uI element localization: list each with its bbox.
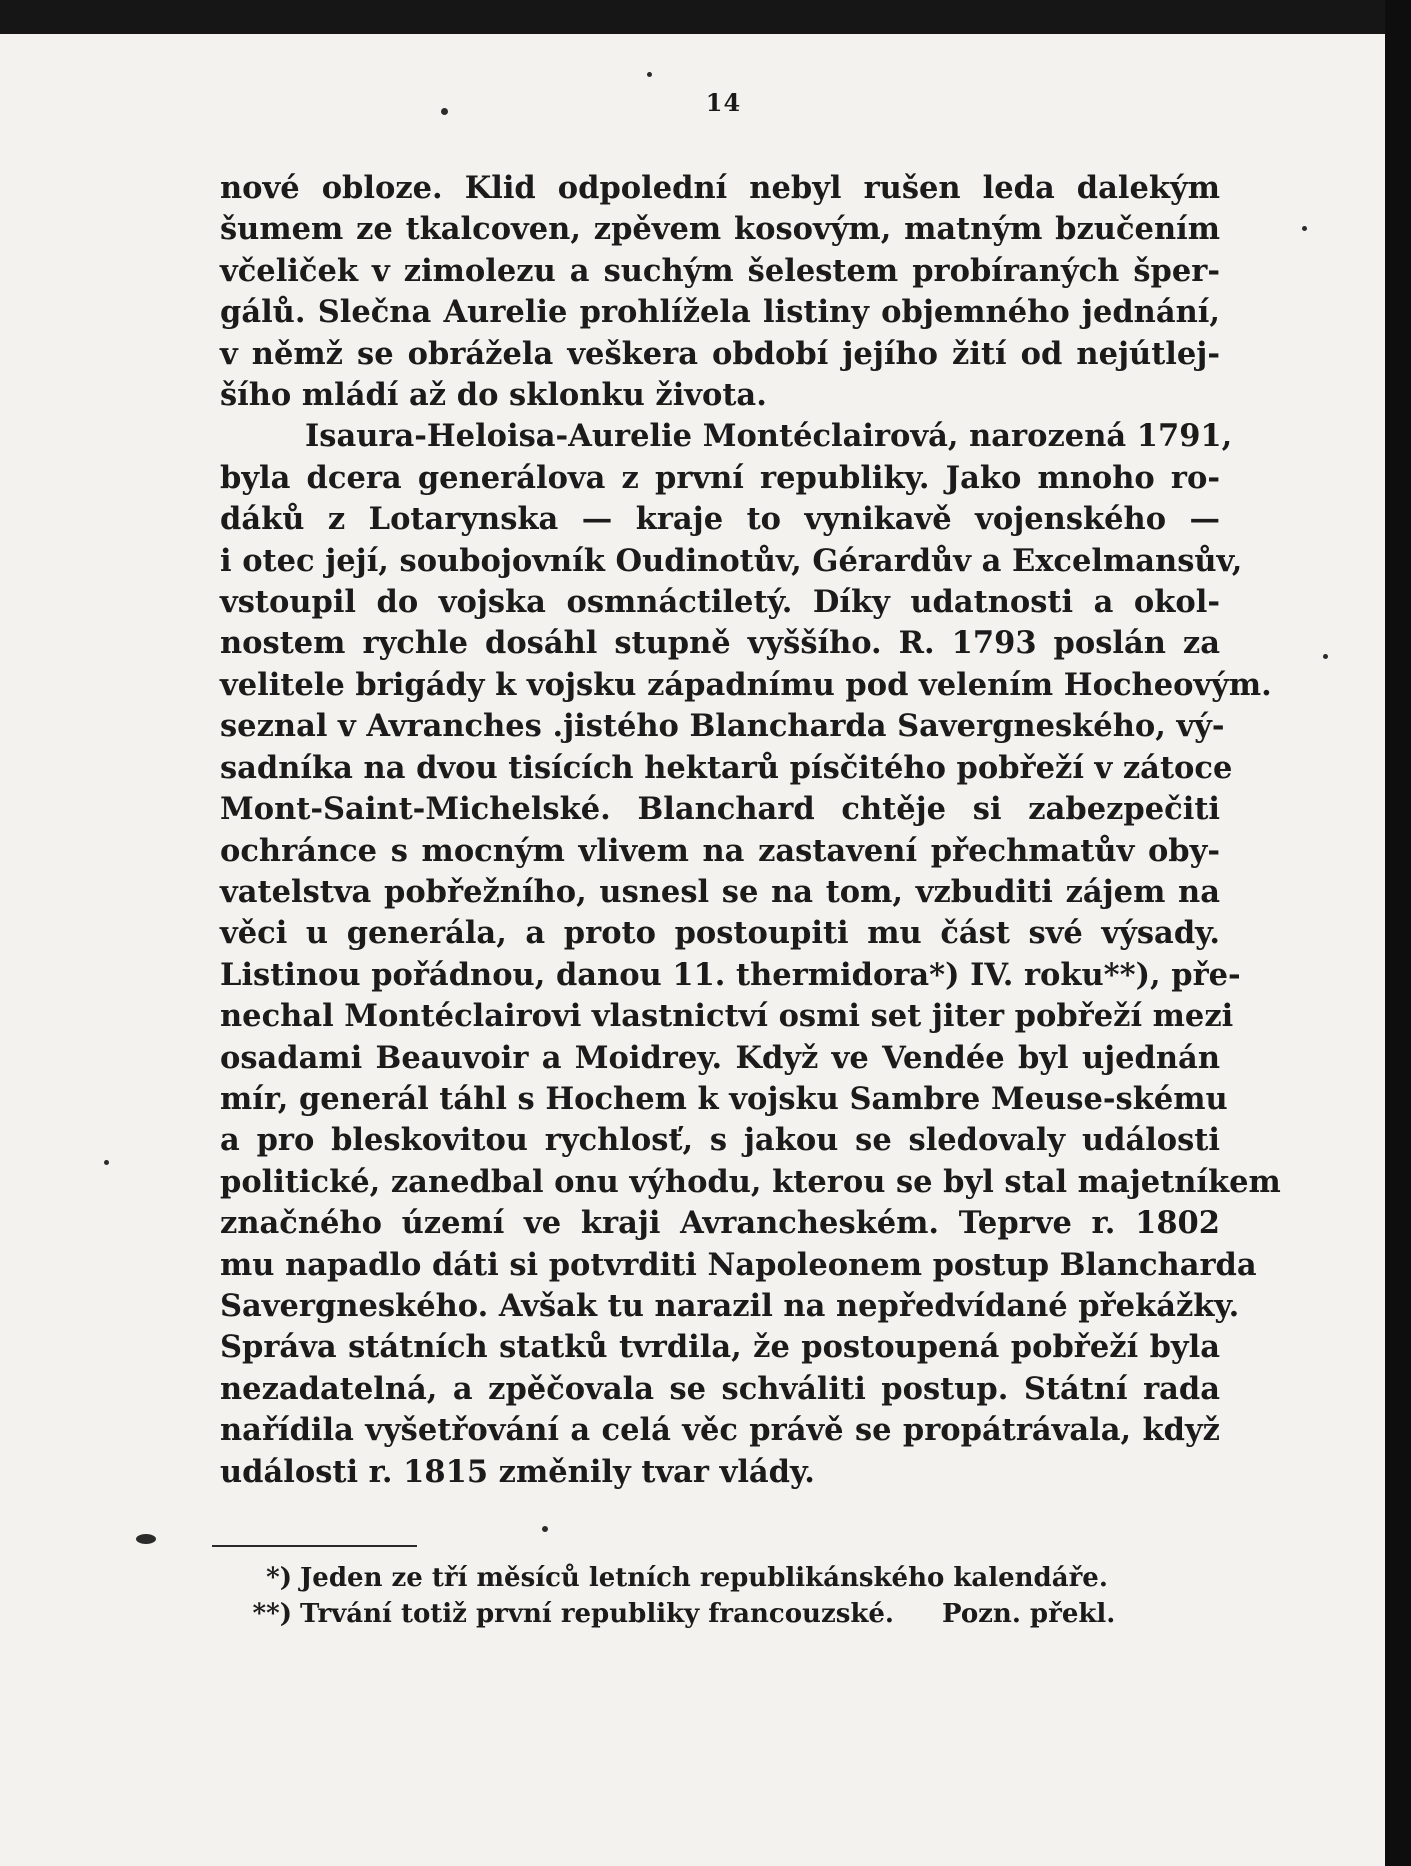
scan-speck: [136, 1534, 156, 1544]
text-line: v němž se obrážela veškera období jejího žití od nejútlej-: [220, 335, 1220, 372]
scan-speck: [1302, 226, 1307, 231]
text-line: značného území ve kraji Avrancheském. Teprve r. 1802: [220, 1205, 1220, 1242]
text-line: dáků z Lotarynska — kraje to vynikavě vojenského —: [220, 501, 1220, 538]
text-line: seznal v Avranches .jistého Blancharda Savergneského, vý-: [220, 708, 1225, 745]
text-line: a pro bleskovitou rychlosť, s jakou se sledovaly události: [220, 1122, 1220, 1159]
footnote-rule: [212, 1545, 417, 1547]
footnote-mark: *): [266, 1563, 292, 1593]
paragraph-1: [220, 168, 1220, 416]
text-line: nařídila vyšetřování a celá věc právě se propátrávala, když: [220, 1412, 1220, 1449]
text-line: i otec její, soubojovník Oudinotův, Gérardův a Excelmansův,: [220, 542, 1243, 579]
text-line: ochránce s mocným vlivem na zastavení přechmatův oby-: [220, 832, 1220, 869]
scan-top-edge: [0, 0, 1411, 34]
text-line: události r. 1815 změnily tvar vlády.: [220, 1453, 815, 1490]
text-line: šumem ze tkalcoven, zpěvem kosovým, matným bzučením: [220, 211, 1220, 248]
text-line: vatelstva pobřežního, usnesl se na tom, vzbuditi zájem na: [220, 873, 1220, 910]
scan-speck: [647, 72, 652, 77]
paragraph-2: [220, 416, 1281, 1493]
footnotes: [240, 1560, 1180, 1632]
text-line: nostem rychle dosáhl stupně vyššího. R. 1793 poslán za: [220, 625, 1220, 662]
text-line: gálů. Slečna Aurelie prohlížela listiny objemného jednání,: [220, 294, 1220, 331]
text-line: Mont-Saint-Michelské. Blanchard chtěje si zabezpečiti: [220, 791, 1220, 828]
text-line: nové obloze. Klid odpolední nebyl rušen leda dalekým: [220, 170, 1220, 206]
page-number: 14: [705, 88, 742, 117]
text-line: sadníka na dvou tisících hektarů písčitého pobřeží v zátoce: [220, 749, 1233, 786]
text-line: šího mládí až do sklonku života.: [220, 377, 767, 414]
footnote-text: Trvání totiž první republiky francouzské.: [300, 1599, 894, 1629]
scan-speck: [542, 1526, 548, 1532]
text-line: politické, zanedbal onu výhodu, kterou se byl stal majetníkem: [220, 1163, 1281, 1200]
text-line: nezadatelná, a zpěčovala se schváliti postup. Státní rada: [220, 1370, 1220, 1407]
text-line: vstoupil do vojska osmnáctiletý. Díky udatnosti a okol-: [220, 584, 1220, 621]
text-line: včeliček v zimolezu a suchým šelestem probíraných šper-: [220, 252, 1220, 289]
body-text: [220, 168, 1281, 1493]
text-line: věci u generála, a proto postoupiti mu část své výsady.: [220, 915, 1220, 952]
text-line: nechal Montéclairovi vlastnictví osmi set jiter pobřeží mezi: [220, 998, 1234, 1035]
text-line: osadami Beauvoir a Moidrey. Když ve Vendée byl ujednán: [220, 1039, 1220, 1076]
text-line: Listinou pořádnou, danou 11. thermidora*) IV. roku**), pře-: [220, 956, 1241, 993]
text-line: mu napadlo dáti si potvrditi Napoleonem postup Blancharda: [220, 1246, 1257, 1283]
text-line: Savergneského. Avšak tu narazil na nepředvídané překážky.: [220, 1287, 1240, 1324]
text-line: Správa státních statků tvrdila, že postoupená pobřeží byla: [220, 1329, 1220, 1366]
footnote-mark: **): [252, 1599, 292, 1629]
footnote-2: [240, 1596, 1180, 1632]
text-line: byla dcera generálova z první republiky. Jako mnoho ro-: [220, 459, 1220, 496]
text-line: velitele brigády k vojsku západnímu pod velením Hocheovým.: [220, 666, 1272, 703]
translator-note: Pozn. překl.: [941, 1599, 1116, 1629]
scan-speck: [1323, 654, 1328, 659]
text-line: mír, generál táhl s Hochem k vojsku Sambre Meuse-skému: [220, 1080, 1228, 1117]
scan-speck: [104, 1160, 109, 1165]
scan-right-edge: [1385, 0, 1411, 1866]
footnote-1: [240, 1560, 1180, 1596]
text-line: Isaura-Heloisa-Aurelie Montéclairová, narozená 1791,: [305, 418, 1233, 455]
footnote-text: Jeden ze tří měsíců letních republikánského kalendáře.: [300, 1563, 1108, 1593]
